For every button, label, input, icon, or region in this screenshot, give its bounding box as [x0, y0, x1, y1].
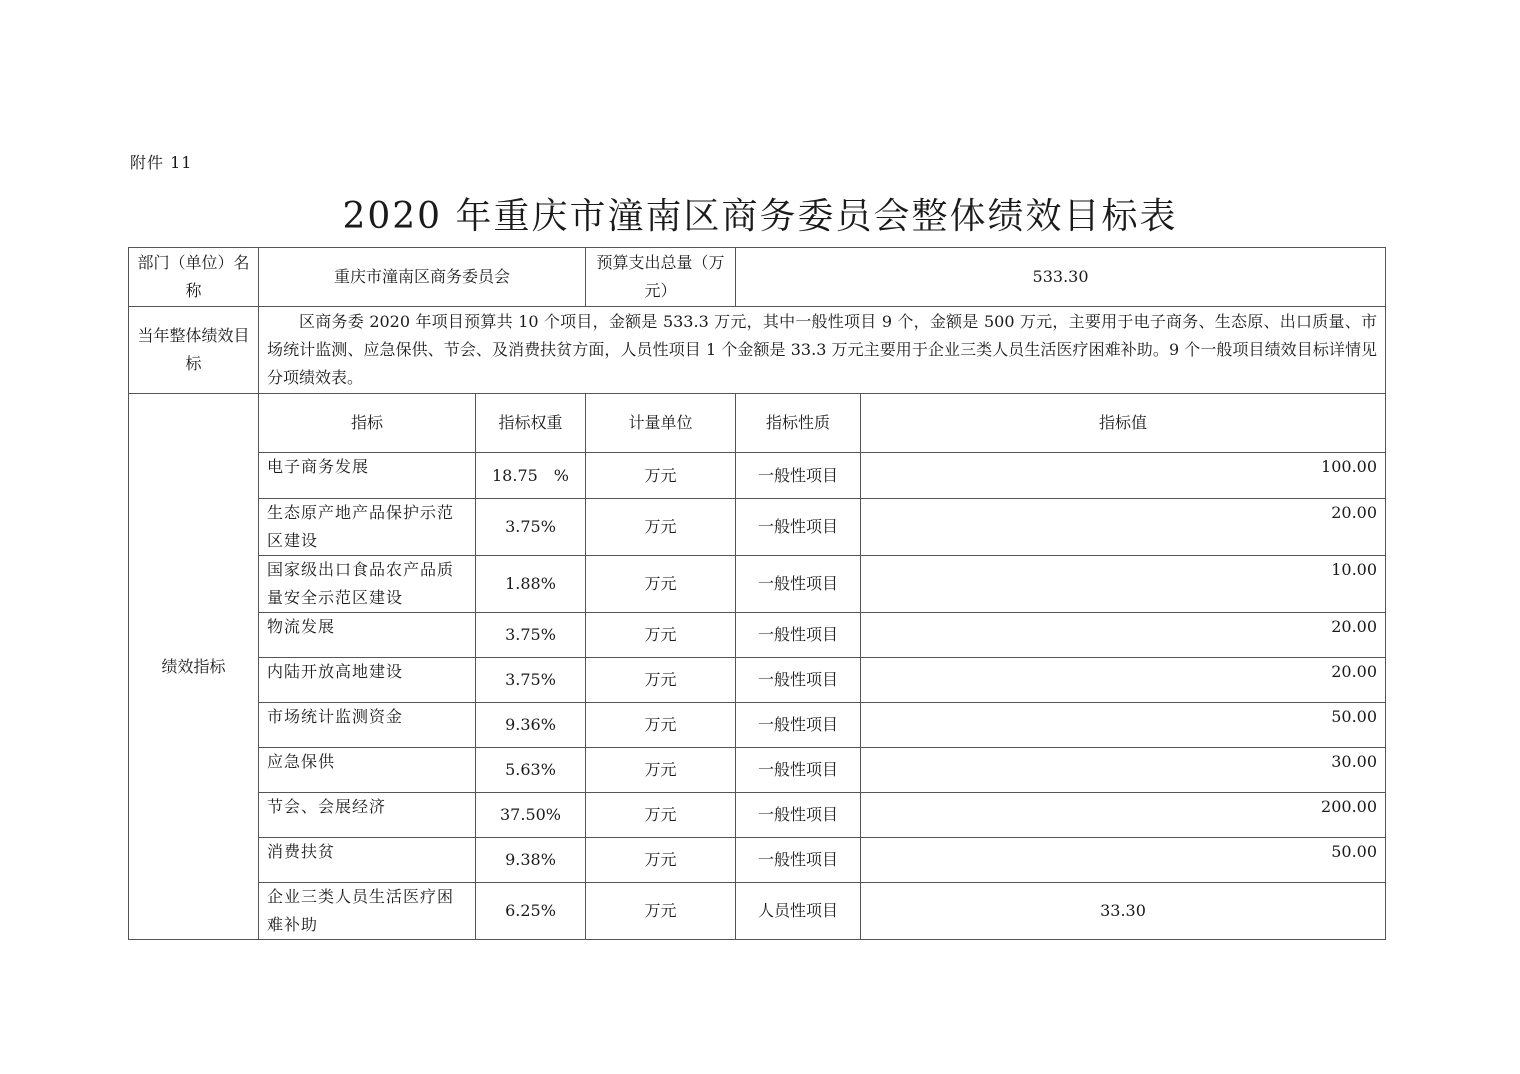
indicator-nature: 一般性项目 [736, 793, 861, 838]
indicator-nature: 一般性项目 [736, 499, 861, 556]
indicator-value: 33.30 [861, 883, 1386, 940]
indicator-value: 10.00 [861, 556, 1386, 613]
indicator-weight: 1.88% [476, 556, 586, 613]
indicator-name: 市场统计监测资金 [259, 703, 476, 748]
indicator-nature: 人员性项目 [736, 883, 861, 940]
table-row [129, 838, 1386, 883]
indicator-unit: 万元 [586, 613, 736, 658]
indicator-value: 30.00 [861, 748, 1386, 793]
column-header: 计量单位 [586, 394, 736, 453]
indicator-unit: 万元 [586, 499, 736, 556]
indicator-section-label: 绩效指标 [129, 394, 259, 940]
indicator-unit: 万元 [586, 658, 736, 703]
budget-label: 预算支出总量（万元） [586, 248, 736, 307]
column-header: 指标权重 [476, 394, 586, 453]
column-header: 指标值 [861, 394, 1386, 453]
indicator-weight: 3.75% [476, 499, 586, 556]
indicator-unit: 万元 [586, 703, 736, 748]
table-row [129, 793, 1386, 838]
table-row [129, 703, 1386, 748]
indicator-weight: 37.50% [476, 793, 586, 838]
indicator-unit: 万元 [586, 838, 736, 883]
column-header: 指标性质 [736, 394, 861, 453]
indicator-name: 内陆开放高地建设 [259, 658, 476, 703]
indicator-weight: 5.63% [476, 748, 586, 793]
indicator-weight: 3.75% [476, 658, 586, 703]
indicator-name: 电子商务发展 [259, 453, 476, 499]
indicator-nature: 一般性项目 [736, 748, 861, 793]
indicator-unit: 万元 [586, 748, 736, 793]
goal-text: 区商务委 2020 年项目预算共 10 个项目，金额是 533.3 万元，其中一般性项目 9 个，金额是 500 万元，主要用于电子商务、生态原、出口质量、市场统计监测、应急保供、节会、及消费扶贫方面，人员性项目 1 个金额是 33.3 万元主要用于企业三类人员生活医疗困难补助。9 个一般项目绩效目标详情见分项绩效表。 [259, 307, 1386, 394]
table-row [129, 556, 1386, 613]
indicator-value: 20.00 [861, 613, 1386, 658]
table-row [129, 499, 1386, 556]
indicator-weight: 9.38% [476, 838, 586, 883]
table-row [129, 883, 1386, 940]
column-header: 指标 [259, 394, 476, 453]
indicator-unit: 万元 [586, 793, 736, 838]
performance-table [128, 247, 1386, 940]
indicator-header-row [129, 394, 1386, 453]
attachment-label: 附件 11 [130, 153, 193, 172]
indicator-value: 200.00 [861, 793, 1386, 838]
indicator-nature: 一般性项目 [736, 556, 861, 613]
page-title: 2020 年重庆市潼南区商务委员会整体绩效目标表 [342, 196, 1178, 237]
indicator-weight: 3.75% [476, 613, 586, 658]
indicator-name: 生态原产地产品保护示范区建设 [259, 499, 476, 556]
header-row [129, 248, 1386, 307]
indicator-nature: 一般性项目 [736, 658, 861, 703]
indicator-name: 国家级出口食品农产品质量安全示范区建设 [259, 556, 476, 613]
indicator-name: 消费扶贫 [259, 838, 476, 883]
indicator-value: 50.00 [861, 703, 1386, 748]
indicator-value: 100.00 [861, 453, 1386, 499]
indicator-weight: 6.25% [476, 883, 586, 940]
indicator-name: 应急保供 [259, 748, 476, 793]
indicator-nature: 一般性项目 [736, 453, 861, 499]
indicator-value: 50.00 [861, 838, 1386, 883]
goal-row [129, 307, 1386, 394]
indicator-name: 节会、会展经济 [259, 793, 476, 838]
indicator-nature: 一般性项目 [736, 703, 861, 748]
indicator-value: 20.00 [861, 499, 1386, 556]
goal-label: 当年整体绩效目标 [129, 307, 259, 394]
table-row [129, 748, 1386, 793]
indicator-weight: 9.36% [476, 703, 586, 748]
indicator-unit: 万元 [586, 883, 736, 940]
indicator-nature: 一般性项目 [736, 613, 861, 658]
indicator-nature: 一般性项目 [736, 838, 861, 883]
indicator-value: 20.00 [861, 658, 1386, 703]
indicator-name: 物流发展 [259, 613, 476, 658]
indicator-unit: 万元 [586, 453, 736, 499]
budget-value: 533.30 [736, 248, 1386, 307]
dept-label: 部门（单位）名称 [129, 248, 259, 307]
indicator-weight: 18.75 % [476, 453, 586, 499]
table-row [129, 658, 1386, 703]
dept-value: 重庆市潼南区商务委员会 [259, 248, 586, 307]
table-row [129, 453, 1386, 499]
indicator-name: 企业三类人员生活医疗困难补助 [259, 883, 476, 940]
indicator-unit: 万元 [586, 556, 736, 613]
table-row [129, 613, 1386, 658]
